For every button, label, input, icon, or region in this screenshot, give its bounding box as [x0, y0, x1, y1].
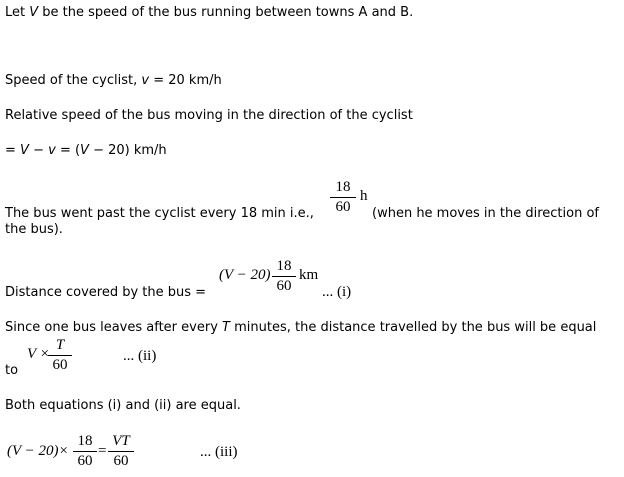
- text: −: [28, 143, 49, 158]
- text: − 20) km/h: [88, 143, 167, 158]
- bus-passes-line: The bus went past the cyclist every 18 min i.e.,: [5, 206, 314, 221]
- text: (V − 20): [219, 267, 271, 283]
- text: = (: [55, 143, 81, 158]
- fraction-18-60: [73, 433, 97, 470]
- cyclist-speed-line: [5, 73, 222, 89]
- relative-speed-line: Relative speed of the bus moving in the direction of the cyclist: [5, 108, 413, 123]
- denominator: 60: [335, 199, 351, 215]
- numerator: [108, 433, 134, 450]
- text: T: [55, 337, 65, 353]
- equation-tag-iii: ... (iii): [200, 444, 238, 460]
- bus-passes-line-end: the bus).: [5, 222, 63, 237]
- text: V ×: [27, 346, 50, 362]
- variable-T: T: [222, 320, 230, 335]
- text: VT: [112, 433, 130, 449]
- fraction-bar: [108, 451, 134, 452]
- variable-v: v: [48, 143, 56, 158]
- fraction-18-60: [272, 258, 296, 295]
- text: =: [5, 143, 21, 158]
- fraction-T-60: [48, 337, 72, 374]
- numerator: 18: [335, 179, 351, 195]
- text: Let: [5, 5, 30, 20]
- numerator: [48, 337, 72, 354]
- numerator: 18: [276, 258, 292, 274]
- expression-V-times: [27, 346, 50, 363]
- expression-V-minus-20: [219, 267, 271, 284]
- text: be the speed of the bus running between towns A and B.: [38, 5, 414, 20]
- variable-V: V: [20, 143, 29, 158]
- denominator: 60: [52, 357, 68, 373]
- intro-line: [5, 5, 413, 21]
- text: minutes, the distance travelled by the bus will be equal: [229, 320, 597, 335]
- fraction-bar: [330, 197, 356, 198]
- denominator: 60: [77, 453, 93, 469]
- relative-speed-equation: [5, 143, 167, 159]
- numerator: 18: [77, 433, 93, 449]
- text: = 20 km/h: [149, 73, 222, 88]
- unit-km: km: [299, 267, 319, 283]
- text: (V − 20)×: [7, 443, 69, 459]
- fraction-bar: [272, 276, 296, 277]
- expression-V-minus-20-times: [7, 443, 69, 460]
- text: Since one bus leaves after every: [5, 320, 223, 335]
- variable-V: V: [80, 143, 89, 158]
- fraction-bar: [73, 451, 97, 452]
- fraction-18-60: [330, 179, 356, 216]
- equations-equal-line: Both equations (i) and (ii) are equal.: [5, 398, 241, 413]
- bus-passes-line-cont: (when he moves in the direction of: [372, 206, 599, 221]
- variable-v: v: [141, 73, 150, 88]
- denominator: 60: [113, 453, 129, 469]
- variable-V: V: [29, 5, 39, 20]
- equals-sign: =: [98, 443, 107, 459]
- unit-h: h: [360, 188, 368, 204]
- fraction-bar: [48, 355, 72, 356]
- fraction-VT-60: [108, 433, 134, 470]
- to-text: to: [5, 363, 19, 378]
- denominator: 60: [276, 278, 292, 294]
- equation-tag-i: ... (i): [322, 284, 352, 300]
- bus-leaves-line: [5, 320, 596, 336]
- equation-tag-ii: ... (ii): [123, 348, 157, 364]
- text: Speed of the cyclist,: [5, 73, 142, 88]
- distance-line: Distance covered by the bus =: [5, 285, 207, 300]
